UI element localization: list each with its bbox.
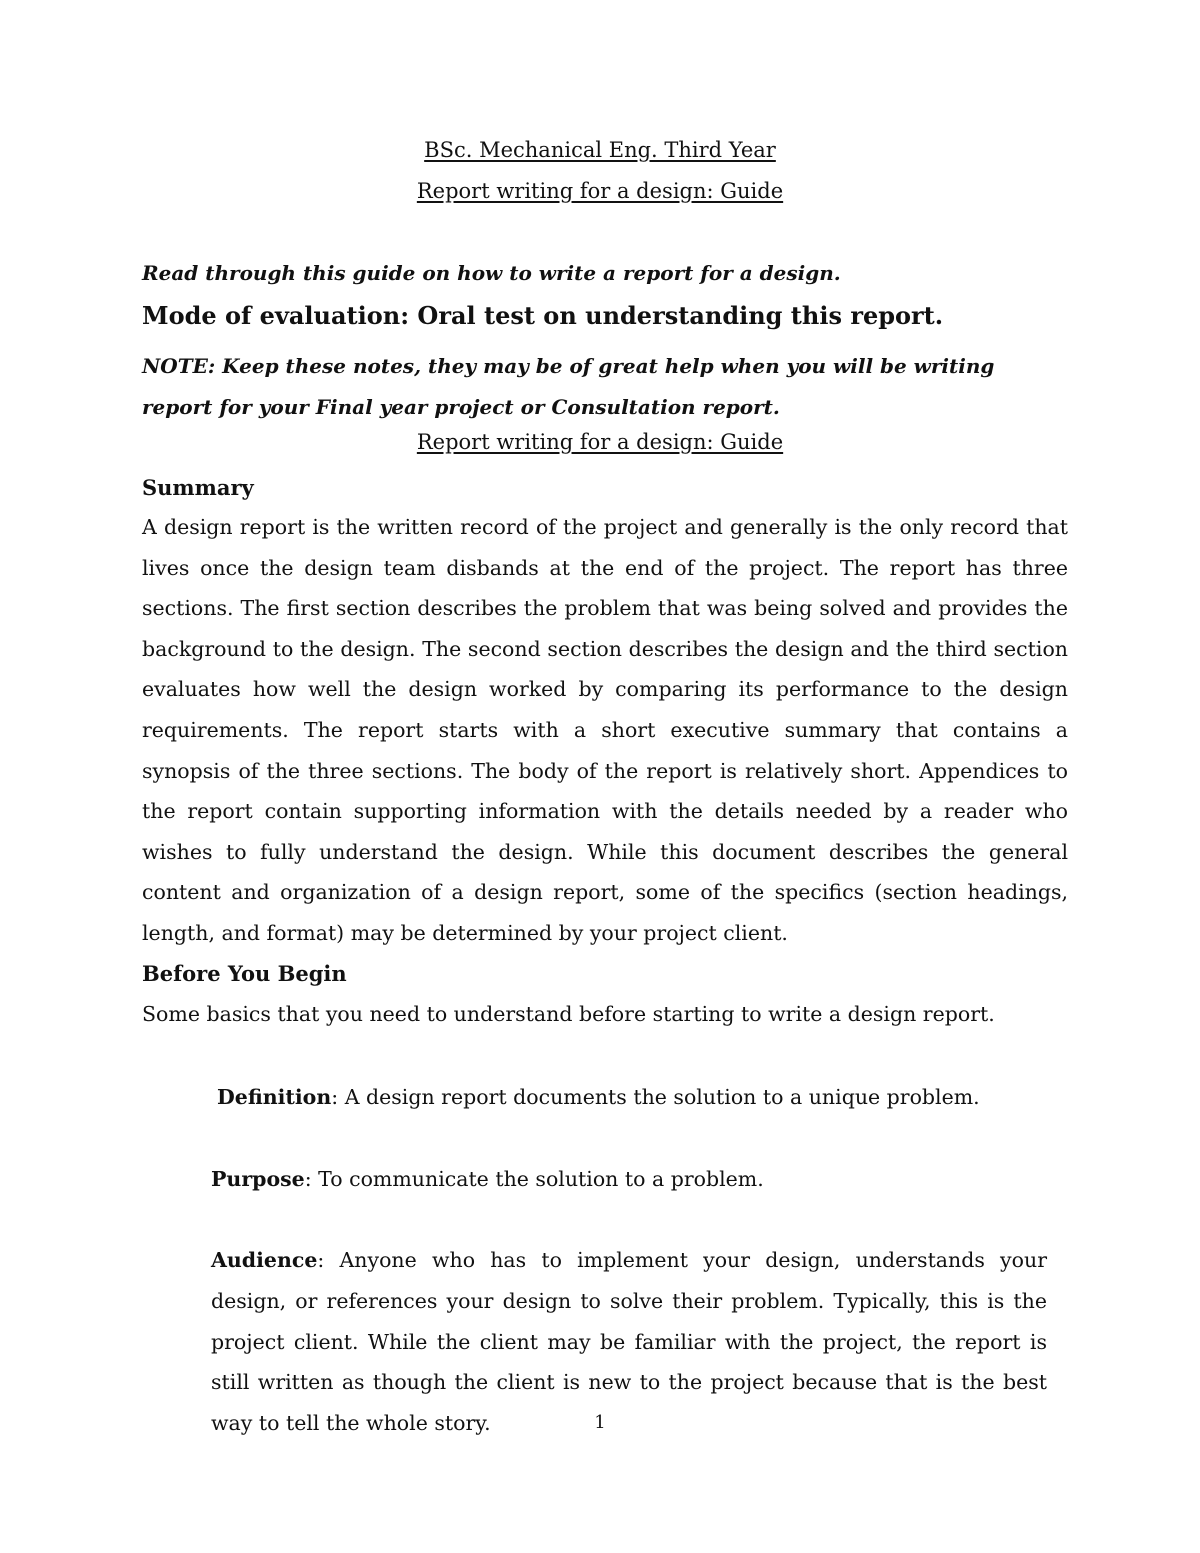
purpose-item — [211, 1165, 764, 1193]
course-heading-text: BSc. Mechanical Eng. Third Year — [424, 138, 776, 162]
note-paragraph: NOTE: Keep these notes, they may be of great help when you will be writing report for your Final year project or Consultation report. — [142, 354, 995, 419]
definition-item — [217, 1083, 980, 1111]
document-title-text: Report writing for a design: Guide — [416, 179, 784, 203]
summary-heading: Summary — [142, 475, 254, 500]
guide-title-text: Report writing for a design: Guide — [416, 430, 784, 454]
audience-text: : Anyone who has to implement your design, understands your design, or references your design to solve their problem. Typically, this is the project client. While the client may be familiar with the project, the report is still written as though the client is new to the project because that is the best way to tell the whole story. — [211, 1248, 1047, 1436]
purpose-label: Purpose — [211, 1167, 305, 1191]
mode-of-evaluation: Mode of evaluation: Oral test on understanding this report. — [142, 301, 944, 330]
guide-title — [0, 428, 1200, 456]
course-heading — [0, 136, 1200, 164]
page-number: 1 — [594, 1412, 606, 1433]
before-you-begin-paragraph: Some basics that you need to understand before starting to write a design report. — [142, 1002, 995, 1026]
summary-paragraph: A design report is the written record of the project and generally is the only record that lives once the design team disbands at the end of the project. The report has three sections. The first section describes the problem that was being solved and provides the background to the design. The second section describes the design and the third section evaluates how well the design worked by comparing its performance to the design requirements. The report starts with a short executive summary that contains a synopsis of the three sections. The body of the report is relatively short. Appendices to the report contain supporting information with the details needed by a reader who wishes to fully understand the design. While this document describes the general content and organization of a design report, some of the specifics (section headings, length, and format) may be determined by your project client. — [142, 515, 1068, 945]
audience-label: Audience — [211, 1248, 318, 1272]
purpose-text: : To communicate the solution to a problem. — [304, 1167, 764, 1191]
definition-text: : A design report documents the solution to a unique problem. — [331, 1085, 980, 1109]
definition-label: Definition — [217, 1085, 332, 1109]
read-through-instruction: Read through this guide on how to write a report for a design. — [142, 261, 841, 285]
document-title — [0, 177, 1200, 205]
before-you-begin-heading: Before You Begin — [142, 961, 347, 986]
